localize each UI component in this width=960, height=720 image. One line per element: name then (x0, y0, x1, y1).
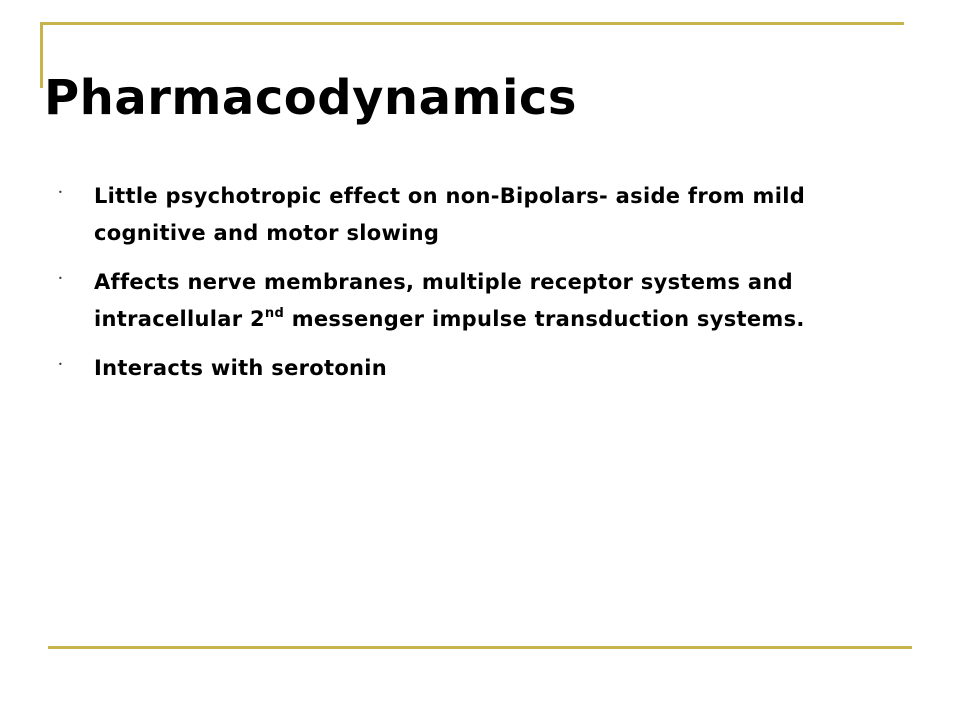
bullet-icon: • (58, 360, 64, 369)
bottom-accent-line (48, 646, 912, 649)
bullet-item (58, 178, 918, 252)
left-accent-line (40, 22, 43, 88)
ordinal-superscript: nd (264, 306, 285, 321)
bullet-icon: • (58, 188, 64, 197)
slide-title: Pharmacodynamics (44, 70, 577, 126)
bullet-text-after: messenger impulse transduction systems. (284, 307, 805, 331)
bullet-text: Interacts with serotonin (94, 356, 388, 380)
bullet-icon: • (58, 274, 64, 283)
bullet-text (94, 270, 805, 331)
bullet-item (58, 264, 918, 338)
top-accent-line (40, 22, 904, 25)
bullet-item (58, 350, 918, 387)
bullet-list (58, 178, 918, 399)
bullet-text: Little psychotropic effect on non-Bipolars- aside from mild cognitive and motor slowing (94, 184, 806, 245)
bullet-text-before: Affects nerve membranes, multiple receptor systems and intracellular 2 (94, 270, 793, 331)
